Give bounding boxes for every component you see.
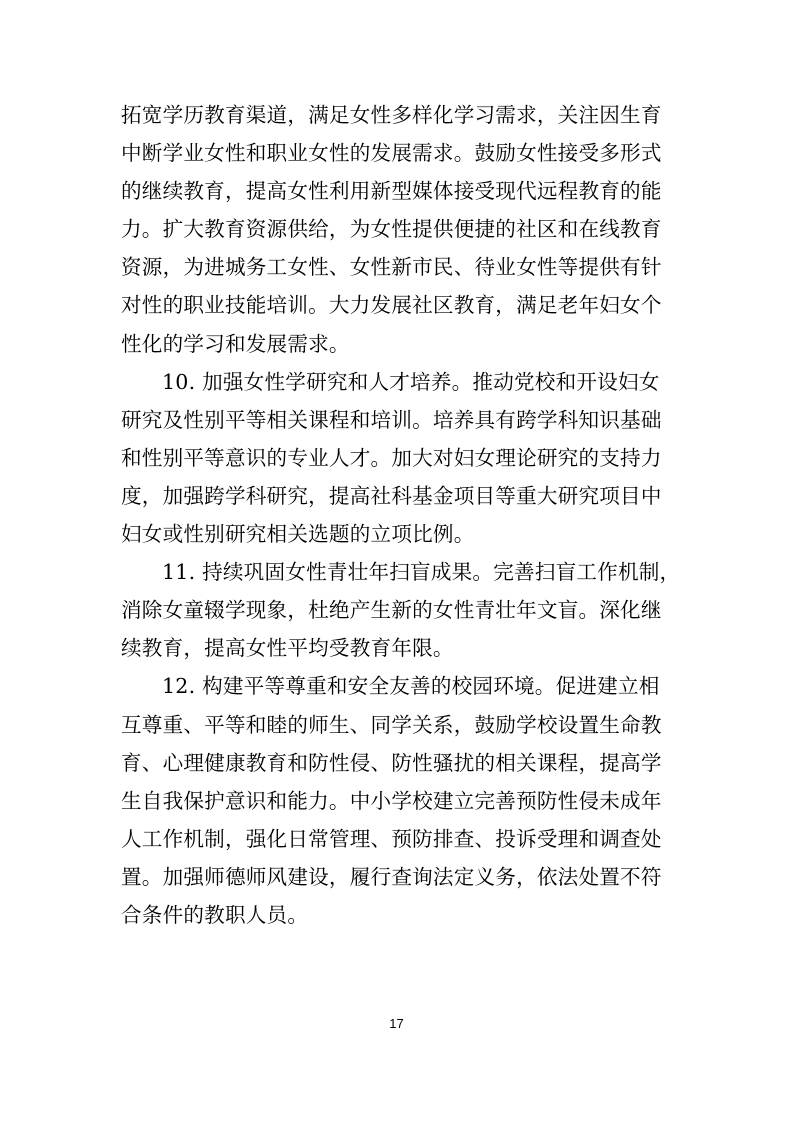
text-line: 研究及性别平等相关课程和培训。培养具有跨学科知识基础	[121, 407, 662, 432]
text-line: 资源，为进城务工女性、女性新市民、待业女性等提供有针	[121, 255, 662, 280]
text-line: 对性的职业技能培训。大力发展社区教育，满足老年妇女个	[121, 293, 662, 318]
text-line: 中断学业女性和职业女性的发展需求。鼓励女性接受多形式	[121, 141, 662, 166]
text-line: 和性别平等意识的专业人才。加大对妇女理论研究的支持力	[121, 445, 662, 470]
body-text	[121, 96, 681, 934]
page-number: 17	[389, 1016, 404, 1031]
text-line: 置。加强师德师风建设，履行查询法定义务，依法处置不符	[121, 864, 662, 889]
text-line: 性化的学习和发展需求。	[121, 331, 350, 356]
text-line: 的继续教育，提高女性利用新型媒体接受现代远程教育的能	[121, 179, 662, 204]
text-line: 合条件的教职人员。	[121, 902, 309, 927]
text-line: 妇女或性别研究相关选题的立项比例。	[121, 522, 475, 547]
text-line: 人工作机制，强化日常管理、预防排查、投诉受理和调查处	[121, 826, 662, 851]
paragraph-10-heading-line: 10. 加强女性学研究和人才培养。推动党校和开设妇女	[162, 369, 660, 394]
text-line: 度，加强跨学科研究，提高社科基金项目等重大研究项目中	[121, 483, 662, 508]
paragraph-12-heading-line: 12. 构建平等尊重和安全友善的校园环境。促进建立相	[162, 674, 660, 699]
paragraph-11-heading-line: 11. 持续巩固女性青壮年扫盲成果。完善扫盲工作机制，	[162, 560, 681, 585]
text-line: 互尊重、平等和睦的师生、同学关系，鼓励学校设置生命教	[121, 712, 662, 737]
text-line: 力。扩大教育资源供给，为女性提供便捷的社区和在线教育	[121, 217, 662, 242]
text-line: 消除女童辍学现象，杜绝产生新的女性青壮年文盲。深化继	[121, 598, 662, 623]
text-line: 生自我保护意识和能力。中小学校建立完善预防性侵未成年	[121, 788, 662, 813]
text-line: 拓宽学历教育渠道，满足女性多样化学习需求，关注因生育	[121, 103, 662, 127]
text-line: 育、心理健康教育和防性侵、防性骚扰的相关课程，提高学	[121, 750, 662, 775]
text-line: 续教育，提高女性平均受教育年限。	[121, 636, 454, 661]
